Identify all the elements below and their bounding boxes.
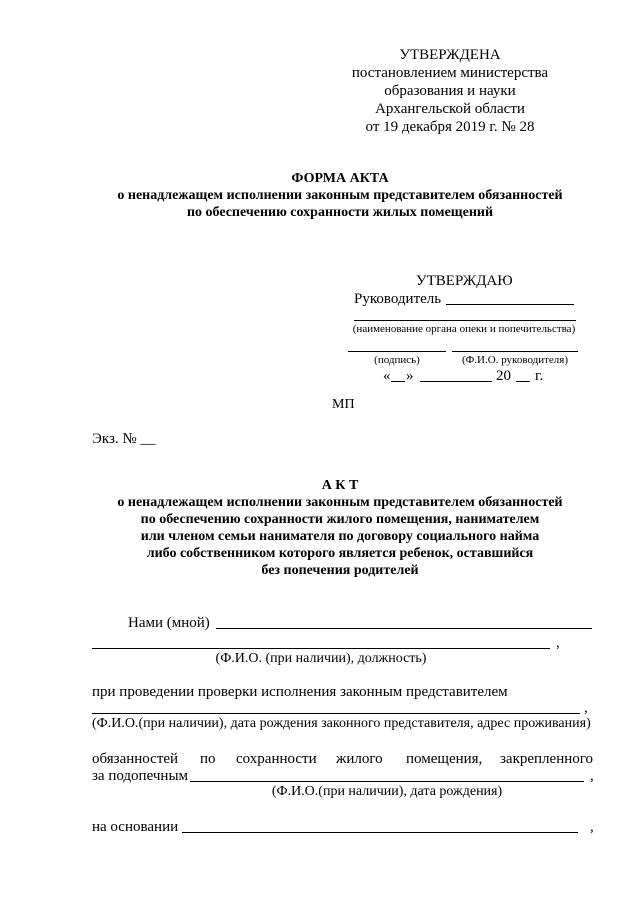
month-line — [420, 381, 492, 382]
org-caption: (наименование органа опеки и попечительства) — [352, 323, 576, 335]
by-us-caption: (Ф.И.О. (при наличии), должность) — [215, 651, 427, 666]
duties-word: помещения, — [406, 751, 483, 767]
inspection-caption: (Ф.И.О.(при наличии), дата рождения законного представителя, адрес проживания) — [92, 716, 591, 731]
comma: , — [590, 768, 594, 784]
inspection-line — [92, 713, 580, 714]
approval-line: Архангельской области — [375, 101, 525, 117]
form-title: ФОРМА АКТА — [291, 171, 389, 186]
ward-label: за подопечным — [92, 768, 189, 784]
comma: , — [556, 635, 560, 651]
year-prefix: 20 — [496, 368, 511, 384]
name-line — [452, 351, 578, 352]
org-line — [354, 320, 576, 321]
approval-line: постановлением министерства — [351, 65, 549, 81]
date-open-quote: « — [383, 368, 391, 384]
form-subtitle: о ненадлежащем исполнении законным представителем обязанностей — [117, 188, 563, 203]
approval-date: от 19 декабря 2019 г. № 28 — [365, 119, 535, 135]
act-subtitle: без попечения родителей — [261, 563, 419, 578]
by-us-line — [216, 628, 592, 629]
basis-line — [182, 832, 578, 833]
year-line — [516, 381, 530, 382]
approve-heading: УТВЕРЖДАЮ — [416, 273, 513, 289]
act-subtitle: по обеспечению сохранности жилого помещения, нанимателем — [140, 512, 540, 527]
duties-word: жилого — [336, 751, 383, 767]
act-subtitle: о ненадлежащем исполнении законным представителем обязанностей — [117, 495, 563, 510]
by-us-label: Нами (мной) — [128, 615, 210, 631]
basis-label: на основании — [92, 819, 179, 835]
comma: , — [590, 819, 594, 835]
signature-caption: (подпись) — [374, 354, 420, 366]
act-subtitle: либо собственником которого является ребенок, оставшийся — [146, 546, 534, 561]
act-subtitle: или членом семьи нанимателя по договору социального найма — [140, 529, 540, 544]
form-subtitle: по обеспечению сохранности жилых помещений — [186, 205, 494, 220]
approval-line: образования и науки — [384, 83, 516, 99]
act-title: А К Т — [321, 478, 359, 493]
head-label: Руководитель — [354, 291, 442, 307]
year-suffix: г. — [535, 368, 544, 384]
duties-word: по — [200, 751, 216, 767]
ward-caption: (Ф.И.О.(при наличии), дата рождения) — [271, 784, 503, 799]
duties-word: обязанностей — [92, 751, 179, 767]
head-line — [446, 304, 574, 305]
day-line — [391, 381, 405, 382]
duties-word: закрепленного — [500, 751, 594, 767]
copy-number: Экз. № __ — [92, 431, 156, 447]
comma: , — [584, 700, 588, 716]
by-us-line-2 — [92, 648, 550, 649]
date-close-quote: » — [406, 368, 414, 384]
ward-line — [190, 781, 584, 782]
stamp-mark: МП — [332, 397, 355, 412]
duties-word: сохранности — [236, 751, 317, 767]
approval-heading: УТВЕРЖДЕНА — [399, 47, 501, 63]
name-caption: (Ф.И.О. руководителя) — [461, 354, 569, 366]
signature-line — [348, 351, 446, 352]
inspection-text: при проведении проверки исполнения законным представителем — [92, 684, 508, 700]
